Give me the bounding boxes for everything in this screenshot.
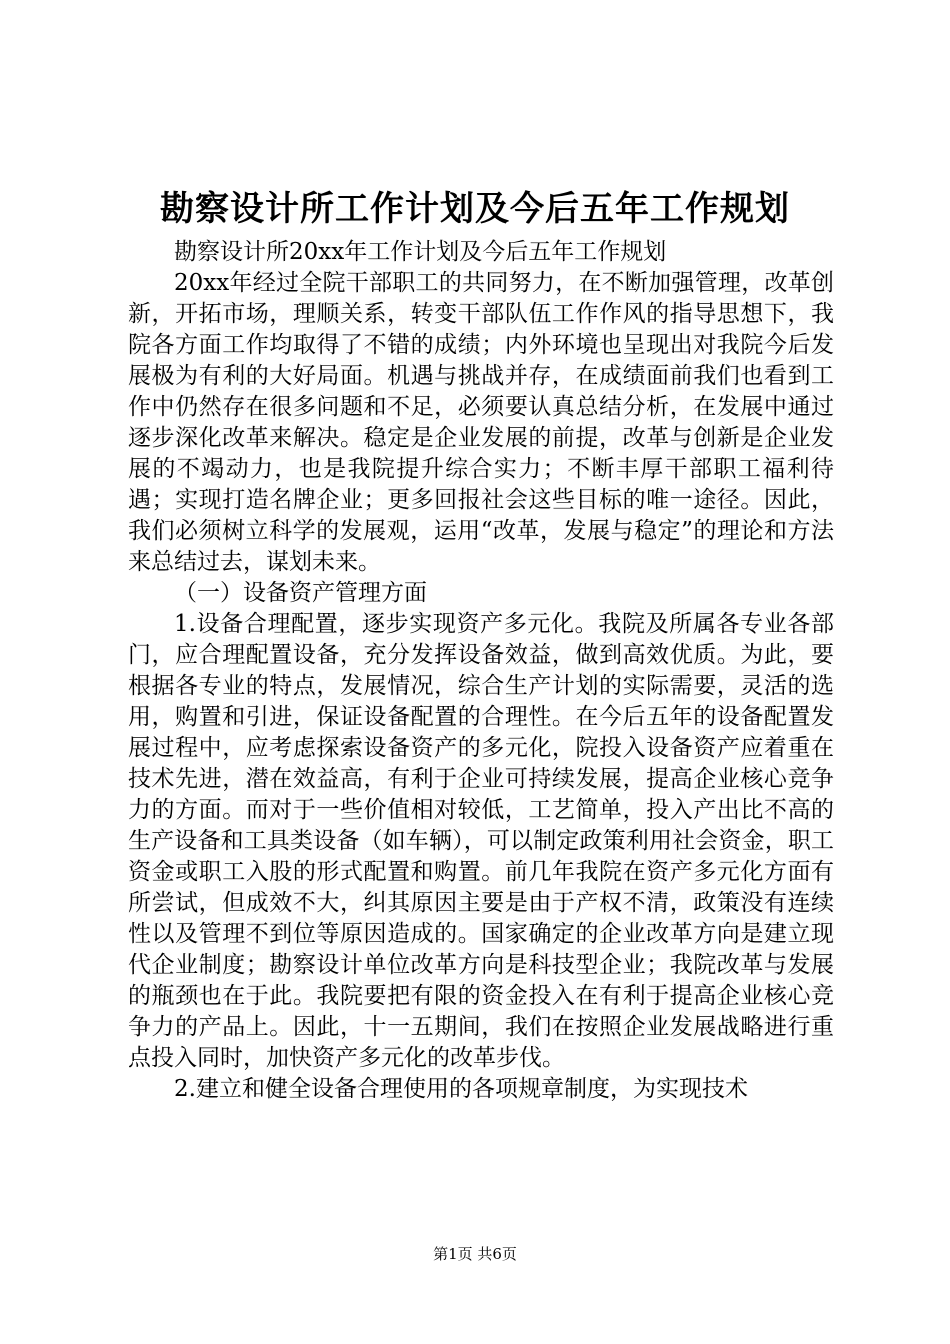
document-title: 勘察设计所工作计划及今后五年工作规划 (160, 189, 790, 229)
subtitle-paragraph: 勘察设计所20xx年工作计划及今后五年工作规划 (174, 239, 667, 265)
document-body (128, 237, 834, 1105)
item-1-paragraph: 1.设备合理配置，逐步实现资产多元化。我院及所属各专业各部门，应合理配置设备，充分发挥设备效益，做到高效优质。为此，要根据各专业的特点，发展情况，综合生产计划的实际需要，灵活的选用，购置和引进，保证设备配置的合理性。在今后五年的设备配置发展过程中，应考虑探索设备资产的多元化，院投入设备资产应着重在技术先进，潜在效益高，有利于企业可持续发展，提高企业核心竞争力的方面。而对于一些价值相对较低，工艺简单，投入产出比不高的生产设备和工具类设备（如车辆），可以制定政策利用社会资金，职工资金或职工入股的形式配置和购置。前几年我院在资产多元化方面有所尝试，但成效不大，纠其原因主要是由于产权不清，政策没有连续性以及管理不到位等原因造成的。国家确定的企业改革方向是建立现代企业制度；勘察设计单位改革方向是科技型企业；我院改革与发展的瓶颈也在于此。我院要把有限的资金投入在有利于提高企业核心竞争力的产品上。因此，十一五期间，我们在按照企业发展战略进行重点投入同时，加快资产多元化的改革步伐。 (128, 611, 834, 1071)
page-number-footer: 第1页 共6页 (433, 1245, 517, 1263)
item-2-paragraph: 2.建立和健全设备合理使用的各项规章制度，为实现技术 (174, 1076, 748, 1102)
intro-paragraph: 20xx年经过全院干部职工的共同努力，在不断加强管理，改革创新，开拓市场，理顺关系，转变干部队伍工作作风的指导思想下，我院各方面工作均取得了不错的成绩；内外环境也呈现出对我院今后发展极为有利的大好局面。机遇与挑战并存，在成绩面前我们也看到工作中仍然存在很多问题和不足，必须要认真总结分析，在发展中通过逐步深化改革来解决。稳定是企业发展的前提，改革与创新是企业发展的不竭动力，也是我院提升综合实力；不断丰厚干部职工福利待遇；实现打造名牌企业；更多回报社会这些目标的唯一途径。因此，我们必须树立科学的发展观，运用“改革，发展与稳定”的理论和方法来总结过去，谋划未来。 (128, 270, 834, 575)
section-heading: （一）设备资产管理方面 (174, 580, 427, 606)
